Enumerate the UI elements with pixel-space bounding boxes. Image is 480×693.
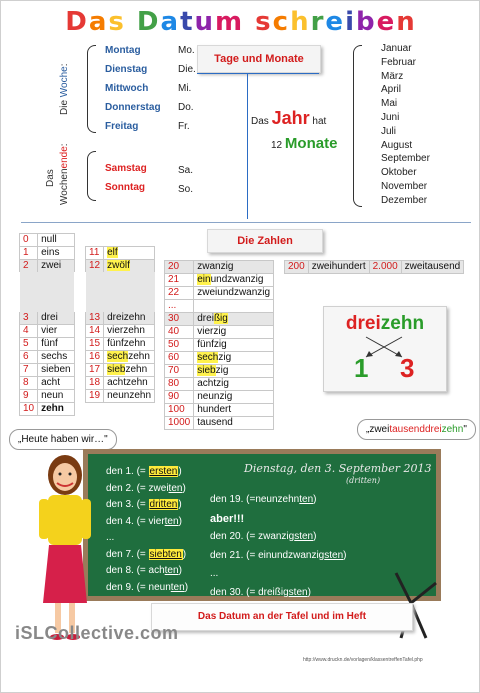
board-line: den 8. (= achten)	[106, 565, 182, 576]
number-cell: 18	[86, 377, 104, 390]
abbr-mi: Mi.	[178, 83, 192, 94]
table-row	[86, 260, 155, 293]
numbers-table-0-10	[19, 233, 75, 416]
word-cell: sechs	[38, 351, 74, 364]
month-item: September	[381, 153, 430, 165]
abbr-sa: Sa.	[178, 165, 194, 176]
teacher-illustration	[35, 453, 95, 643]
word-cell	[194, 300, 274, 313]
word-cell: hundert	[194, 404, 274, 417]
number-cell: 3	[20, 292, 38, 325]
day-donnerstag: Donnerstag	[105, 102, 161, 113]
board-line: den 1. (= ersten)	[106, 466, 182, 477]
table-row	[20, 260, 75, 293]
number-cell: 14	[86, 325, 104, 338]
number-cell: 5	[20, 338, 38, 351]
board-line: den 2. (= zweiten)	[106, 482, 186, 494]
title-letter: e	[325, 7, 346, 37]
day-mittwoch: Mittwoch	[105, 83, 149, 94]
table-row	[165, 404, 274, 417]
month-item: Oktober	[381, 167, 417, 179]
word-cell: fünfzehn	[104, 338, 155, 351]
day-dienstag: Dienstag	[105, 64, 148, 75]
word-cell: tausend	[194, 417, 274, 430]
weekend-label-line1: Das	[45, 169, 56, 187]
table-row	[86, 292, 155, 325]
numbers-table-20-1000	[164, 260, 274, 430]
number-cell: 1000	[165, 417, 194, 430]
board-line: den 30. (= dreißigsten)	[210, 586, 311, 598]
title-letter: t	[180, 7, 195, 37]
board-line: den 4. (= vierten)	[106, 515, 182, 527]
table-row	[86, 247, 155, 260]
section-separator	[21, 222, 471, 223]
footer-note: Das Datum an der Tafel und im Heft	[151, 603, 413, 631]
number-cell: 0	[20, 234, 38, 247]
number-cell: 9	[20, 390, 38, 403]
month-item: November	[381, 181, 428, 192]
divider-horizontal	[197, 73, 319, 74]
title-letter: m	[215, 7, 245, 37]
month-item: April	[381, 84, 402, 96]
months-count-line: 12 Monate	[271, 135, 338, 152]
number-cell: 16	[86, 351, 104, 364]
board-line: den 19. (=neunzehnten)	[210, 494, 317, 505]
table-row	[165, 326, 274, 339]
number-cell: 19	[86, 390, 104, 403]
number-cell: 80	[165, 378, 194, 391]
table-row	[86, 351, 155, 364]
table-row	[165, 313, 274, 326]
day-sonntag: Sonntag	[105, 182, 145, 193]
table-row	[20, 292, 75, 325]
word-cell: vierzig	[194, 326, 274, 339]
day-samstag: Samstag	[105, 163, 147, 174]
table-row	[165, 365, 274, 378]
week-brace	[87, 45, 96, 133]
tage-und-monate-note: Tage und Monate	[197, 45, 321, 73]
table-row	[165, 378, 274, 391]
title-letter: c	[272, 7, 291, 37]
word-cell: achtzehn	[104, 377, 155, 390]
month-item: März	[381, 70, 404, 82]
table-row	[165, 339, 274, 352]
number-cell: 2	[20, 260, 38, 293]
divider-vertical	[247, 73, 248, 219]
board-line: ...	[210, 568, 219, 579]
table-row	[86, 390, 155, 403]
speech-bubble-student: „zweitausenddreizehn"	[357, 419, 476, 440]
number-cell: 70	[165, 365, 194, 378]
month-item: Juni	[381, 112, 400, 123]
board-line: den 7. (= siebten)	[106, 548, 187, 560]
number-cell: ...	[165, 300, 194, 313]
word-cell: neun	[38, 390, 74, 403]
board-line: den 20. (= zwanzigsten)	[210, 531, 317, 542]
title-letter: s	[108, 7, 126, 37]
table-row	[20, 247, 75, 260]
number-cell: 200	[285, 261, 309, 274]
number-cell: 13	[86, 292, 104, 325]
word-cell: dreißig	[194, 313, 274, 326]
number-cell: 30	[165, 313, 194, 326]
word-cell: achtzig	[194, 378, 274, 391]
number-cell: 15	[86, 338, 104, 351]
months-brace	[353, 45, 362, 207]
table-row	[165, 352, 274, 365]
word-cell: fünfzig	[194, 339, 274, 352]
abbr-die: Die.	[178, 64, 196, 75]
number-cell: 7	[20, 364, 38, 377]
word-cell: null	[38, 234, 74, 247]
board-line: den 9. (= neunten)	[106, 581, 189, 593]
table-row	[20, 325, 75, 338]
title-letter: r	[310, 7, 326, 37]
weekend-label: Wochenende:	[59, 143, 70, 205]
table-row	[165, 391, 274, 404]
number-cell: 40	[165, 326, 194, 339]
word-cell: dreizehn	[104, 292, 155, 325]
word-cell: vierzehn	[104, 325, 155, 338]
number-cell: 12	[86, 260, 104, 293]
month-item: Mai	[381, 98, 398, 110]
weekend-brace	[87, 151, 96, 201]
number-cell: 10	[20, 403, 38, 416]
abbr-fr: Fr.	[178, 121, 190, 132]
word-cell: zwanzig	[194, 261, 274, 274]
month-item: Dezember	[381, 194, 428, 206]
number-cell: 6	[20, 351, 38, 364]
word-cell: zehn	[38, 403, 74, 416]
title-letter: b	[355, 7, 377, 37]
title-letter: e	[376, 7, 397, 37]
day-montag: Montag	[105, 45, 141, 56]
word-cell: zweihundert	[308, 261, 369, 274]
abbr-mo: Mo.	[178, 45, 195, 56]
word-cell: siebzehn	[104, 364, 155, 377]
table-row	[20, 234, 75, 247]
word-cell: zweiundzwanzig	[194, 287, 274, 300]
week-label: Die Woche:	[59, 63, 70, 115]
die-zahlen-note: Die Zahlen	[207, 229, 323, 253]
board-line: den 3. (= dritten)	[106, 499, 182, 510]
number-cell: 8	[20, 377, 38, 390]
word-cell: einundzwanzig	[194, 274, 274, 287]
title-letter: D	[65, 7, 89, 37]
title-letter: u	[194, 7, 216, 37]
title-letter: a	[88, 7, 109, 37]
table-row	[86, 325, 155, 338]
table-row	[86, 338, 155, 351]
number-cell: 1	[20, 247, 38, 260]
table-row	[165, 274, 274, 287]
word-cell: zwölf	[104, 260, 155, 293]
year-line: Das Jahr hat	[251, 108, 327, 128]
numbers-table-11-19	[85, 246, 155, 403]
table-row	[165, 261, 274, 274]
board-line: ...	[106, 532, 115, 543]
day-freitag: Freitag	[105, 121, 139, 132]
word-cell: eins	[38, 247, 74, 260]
board-line: den 21. (= einundzwanzigsten)	[210, 549, 347, 561]
number-cell: 2.000	[369, 261, 401, 274]
word-cell: neunzig	[194, 391, 274, 404]
board-subheading: (dritten)	[346, 476, 381, 485]
word-cell: sieben	[38, 364, 74, 377]
word-cell: sechzig	[194, 352, 274, 365]
word-cell: acht	[38, 377, 74, 390]
table-row	[165, 300, 274, 313]
month-item: Januar	[381, 43, 412, 54]
speech-bubble-teacher: „Heute haben wir…"	[9, 429, 117, 450]
table-row	[20, 351, 75, 364]
abbr-do: Do.	[178, 102, 194, 113]
title-letter: i	[345, 7, 356, 37]
table-row	[20, 338, 75, 351]
number-cell: 4	[20, 325, 38, 338]
word-cell: siebzig	[194, 365, 274, 378]
source-url: http://www.druckn.de/vorlagen/klassentreffenTafel.php	[303, 657, 423, 663]
abbr-so: So.	[178, 184, 194, 195]
board-line: aber!!!	[210, 512, 245, 525]
table-row	[86, 377, 155, 390]
title-letter: D	[136, 7, 161, 37]
table-row	[165, 287, 274, 300]
word-cell: elf	[104, 247, 155, 260]
title-letter: h	[290, 7, 311, 37]
number-cell: 17	[86, 364, 104, 377]
month-item: August	[381, 139, 413, 151]
word-cell: zweitausend	[401, 261, 464, 274]
number-cell: 21	[165, 274, 194, 287]
word-cell: drei	[38, 292, 74, 325]
table-row	[20, 364, 75, 377]
table-row	[86, 364, 155, 377]
word-cell: zwei	[38, 260, 74, 293]
title-letter: n	[396, 7, 417, 37]
number-cell: 11	[86, 247, 104, 260]
brand-watermark: iSLCollective.com	[15, 623, 179, 643]
numbers-table-hundreds	[284, 260, 464, 274]
table-row	[20, 403, 75, 416]
month-item: Juli	[381, 125, 397, 137]
month-item: Februar	[381, 56, 417, 68]
title-letter: a	[160, 7, 181, 37]
table-row	[20, 377, 75, 390]
title-letter: s	[255, 7, 273, 37]
title-letter	[244, 7, 255, 37]
table-row	[165, 417, 274, 430]
number-cell: 60	[165, 352, 194, 365]
number-cell: 50	[165, 339, 194, 352]
number-cell: 20	[165, 261, 194, 274]
number-cell: 90	[165, 391, 194, 404]
word-cell: sechzehn	[104, 351, 155, 364]
board-heading: Dienstag, den 3. September 2013	[244, 462, 432, 475]
number-cell: 100	[165, 404, 194, 417]
title-letter	[126, 7, 137, 37]
table-row	[20, 390, 75, 403]
number-cell: 22	[165, 287, 194, 300]
table-row	[285, 261, 464, 274]
page-title	[1, 7, 480, 37]
word-cell: fünf	[38, 338, 74, 351]
word-cell: neunzehn	[104, 390, 155, 403]
dreizehn-example-box: dreizehn 1 3	[323, 306, 447, 392]
word-cell: vier	[38, 325, 74, 338]
